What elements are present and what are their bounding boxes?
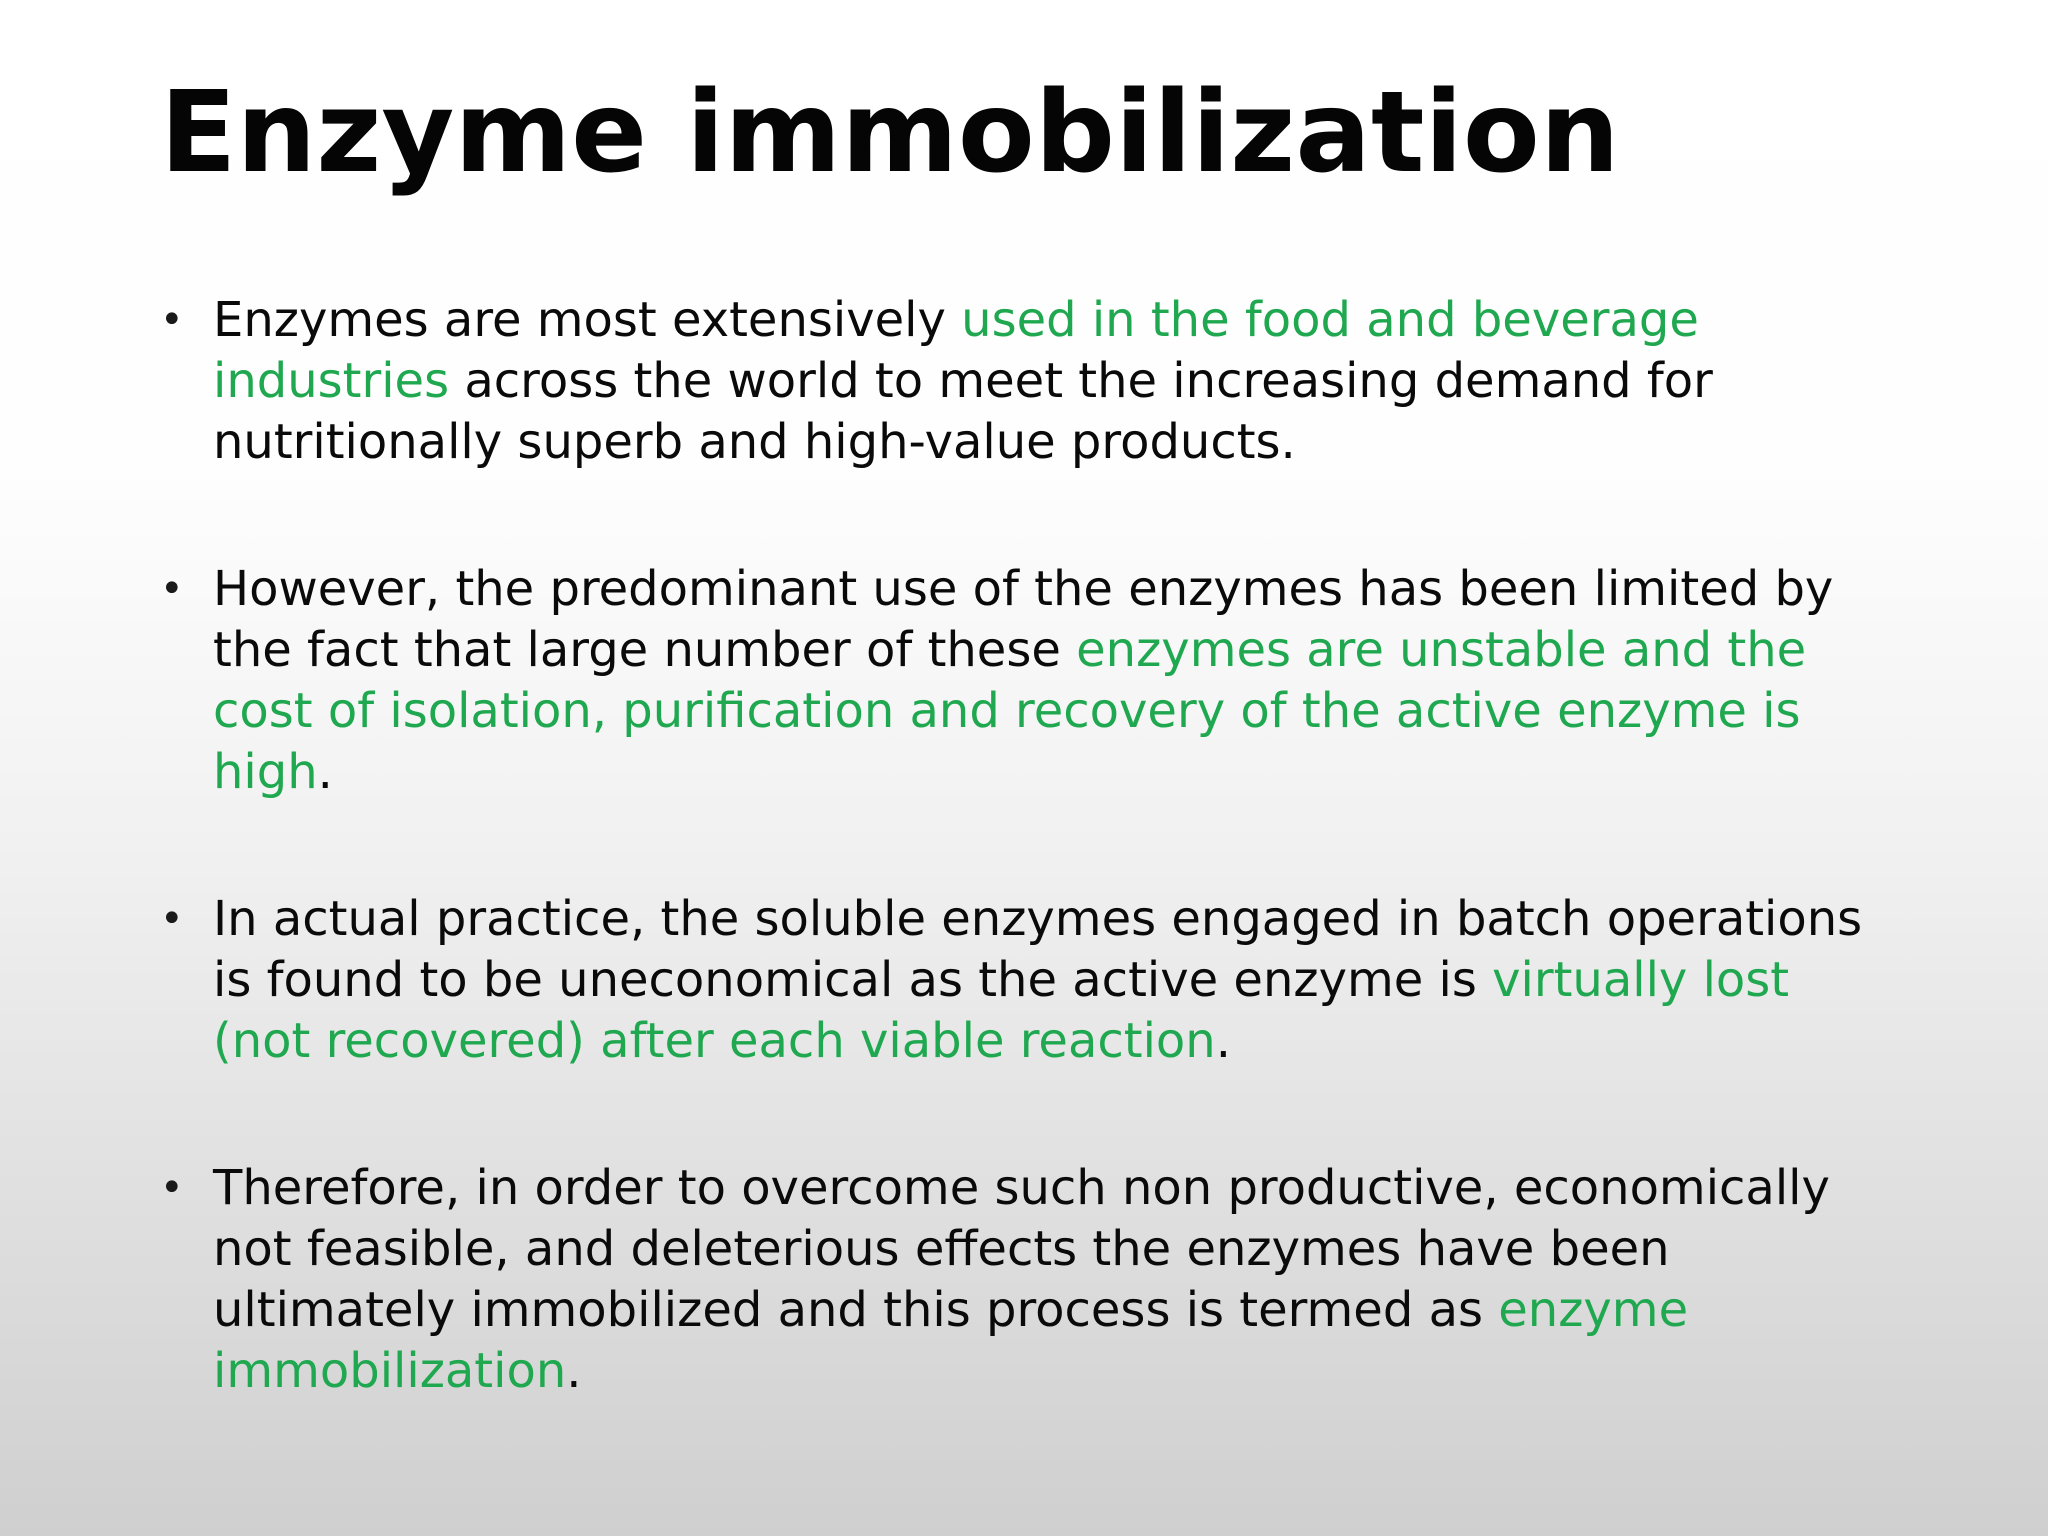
bullet-text: However, the predominant use of the enzymes has been limited by the fact that large number of these — [213, 561, 1834, 678]
bullet-highlight: enzyme immobilization — [213, 1282, 1689, 1399]
bullet-highlight: virtually lost (not recovered) after each viable reaction — [213, 952, 1790, 1069]
bullet-dot-icon: • — [160, 896, 184, 942]
bullet-dot-icon: • — [160, 1165, 184, 1211]
bullet-highlight: enzymes are unstable and the cost of isolation, purification and recovery of the active enzyme is high — [213, 622, 1807, 800]
bullet-text: . — [566, 1343, 582, 1399]
bullet-item — [160, 889, 1900, 1072]
bullet-text: Therefore, in order to overcome such non productive, economically not feasible, and deleterious effects the enzymes have been ultimately immobilized and this process is termed as — [213, 1160, 1830, 1338]
bullet-dot-icon: • — [160, 297, 184, 343]
bullet-highlight: used in the food and beverage industries — [213, 292, 1699, 409]
bullet-text: . — [1215, 1013, 1231, 1069]
bullet-list — [160, 290, 1900, 1488]
bullet-item — [160, 559, 1900, 803]
bullet-item — [160, 290, 1900, 473]
bullet-dot-icon: • — [160, 566, 184, 612]
bullet-text: Enzymes are most extensively — [213, 292, 962, 348]
bullet-text: . — [317, 744, 333, 800]
bullet-item — [160, 1158, 1900, 1402]
slide-title: Enzyme immobilization — [160, 68, 1620, 198]
bullet-text: across the world to meet the increasing demand for nutritionally superb and high-value products. — [213, 353, 1713, 470]
bullet-text: In actual practice, the soluble enzymes engaged in batch operations is found to be uneconomical as the active enzyme is — [213, 891, 1863, 1008]
